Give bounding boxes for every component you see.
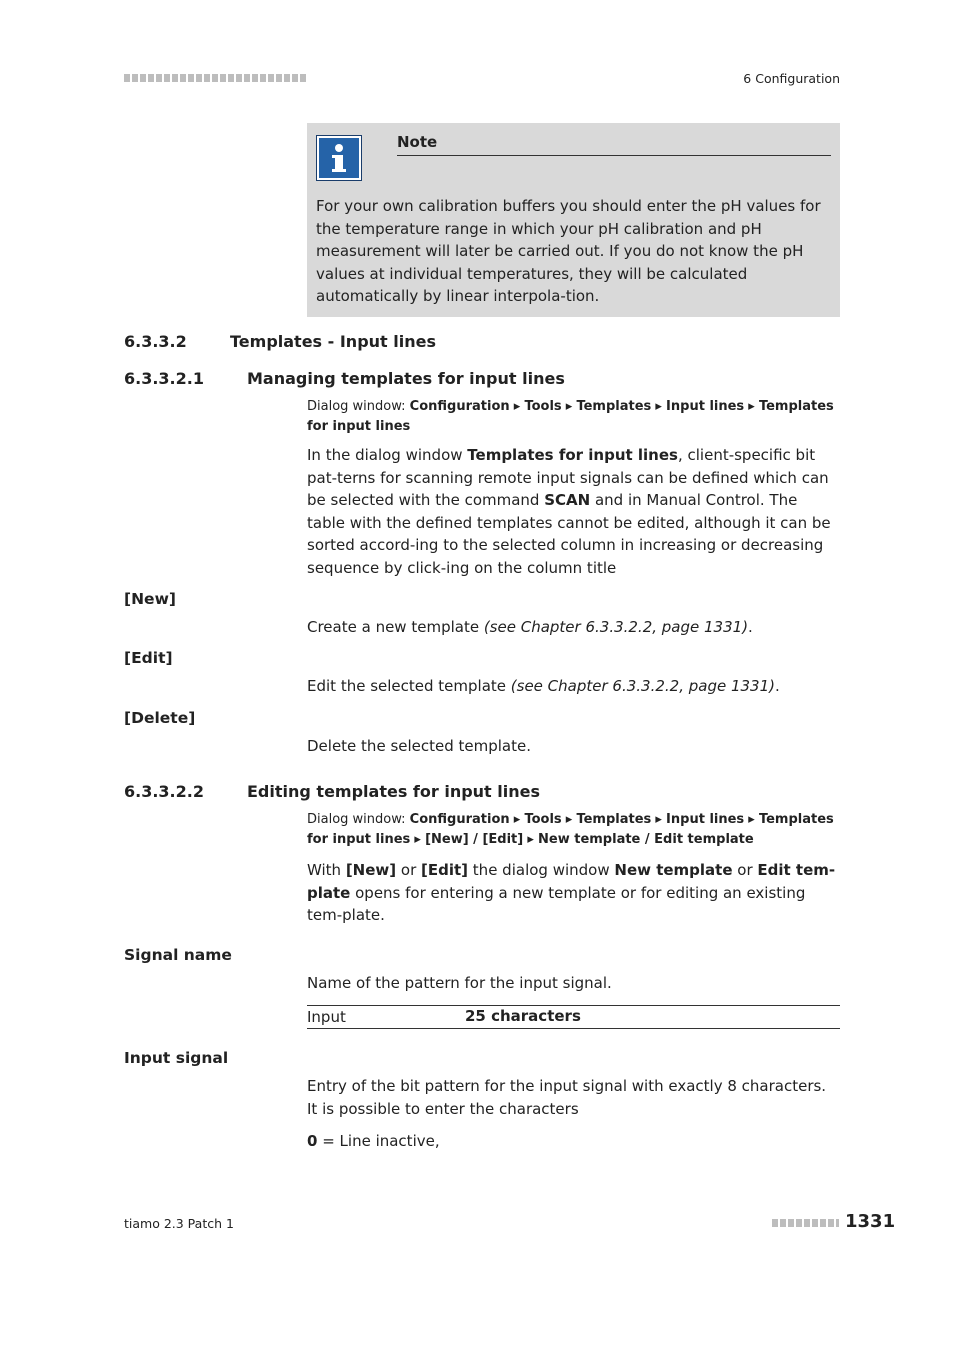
path-item: Tools: [524, 812, 562, 827]
path-item: Templates: [576, 812, 652, 827]
section-title: Templates - Input lines: [230, 332, 436, 351]
edit-label: [Edit]: [124, 649, 173, 667]
note-title: Note: [397, 133, 438, 151]
note-divider: [397, 155, 831, 156]
path-item: Templates: [576, 399, 652, 414]
delete-label: [Delete]: [124, 709, 196, 727]
note-box: [307, 123, 840, 317]
section-number: 6.3.3.2: [124, 332, 187, 351]
zero-definition: 0 = Line inactive,: [307, 1132, 440, 1150]
path-item: Tools: [524, 399, 562, 414]
path-item: Templates for input lines: [307, 399, 834, 434]
path-item: Configuration: [409, 399, 510, 414]
header-chapter: 6 Configuration: [743, 71, 840, 86]
path-item: New template / Edit template: [538, 831, 754, 847]
path-item: [New] / [Edit]: [425, 831, 524, 847]
input-key: Input: [307, 1008, 346, 1026]
section-heading-63321: [124, 369, 565, 388]
chapter-link[interactable]: (see Chapter 6.3.3.2.2, page 1331): [510, 677, 775, 695]
section-heading-63322: [124, 782, 540, 801]
dialog-path: Dialog window: Configuration ▸ Tools ▸ Templates ▸ Input lines ▸ Templates for input lines ▸ [New] / [Edit] ▸ New template / Edit template: [307, 812, 834, 847]
header-dots: [124, 74, 307, 82]
section-heading-6332: [124, 332, 436, 351]
input-signal-description: Entry of the bit pattern for the input signal with exactly 8 characters. It is possible to enter the characters: [307, 1077, 827, 1118]
new-label: [New]: [124, 590, 176, 608]
input-value: 25 characters: [465, 1007, 581, 1025]
signal-name-label: Signal name: [124, 946, 232, 964]
input-signal-label: Input signal: [124, 1049, 229, 1067]
edit-description: Edit the selected template (see Chapter 6.3.3.2.2, page 1331).: [307, 677, 780, 695]
intro-paragraph: With [New] or [Edit] the dialog window New template or Edit tem-plate opens for entering a new template or for editing an existing tem-plate.: [307, 861, 836, 924]
path-item: Configuration: [409, 812, 510, 827]
signal-name-description: Name of the pattern for the input signal.: [307, 974, 612, 992]
section-title: Managing templates for input lines: [247, 369, 565, 388]
section-number: 6.3.3.2.1: [124, 369, 204, 388]
dialog-path: Dialog window: Configuration ▸ Tools ▸ Templates ▸ Input lines ▸ Templates for input lines: [307, 399, 834, 434]
info-icon: [316, 135, 362, 181]
input-spec-table: [307, 1005, 840, 1029]
section-number: 6.3.3.2.2: [124, 782, 204, 801]
footer-dots: [772, 1219, 839, 1227]
path-item: Templates for input lines: [307, 812, 834, 847]
note-body: For your own calibration buffers you should enter the pH values for the temperature range in which your pH calibration and pH measurement will later be carried out. If you do not know the pH values at individual temperatures, they will be calculated automatically by linear interpola-tion.: [316, 197, 821, 305]
path-item: Input lines: [666, 812, 745, 827]
path-item: Input lines: [666, 399, 745, 414]
page-number: 1331: [845, 1211, 896, 1232]
chapter-link[interactable]: (see Chapter 6.3.3.2.2, page 1331): [483, 618, 749, 636]
intro-paragraph: In the dialog window Templates for input lines, client-specific bit pat-terns for scanning remote input signals can be defined which can be selected with the command SCAN and in Manual Control. The table with the defined templates cannot be edited, although it can be sorted accord-ing to the selected column in increasing or decreasing sequence by click-ing on the column title: [307, 446, 831, 577]
section-title: Editing templates for input lines: [247, 782, 540, 801]
footer-product: tiamo 2.3 Patch 1: [124, 1216, 234, 1231]
new-description: Create a new template (see Chapter 6.3.3.2.2, page 1331).: [307, 618, 753, 636]
delete-description: Delete the selected template.: [307, 737, 532, 755]
